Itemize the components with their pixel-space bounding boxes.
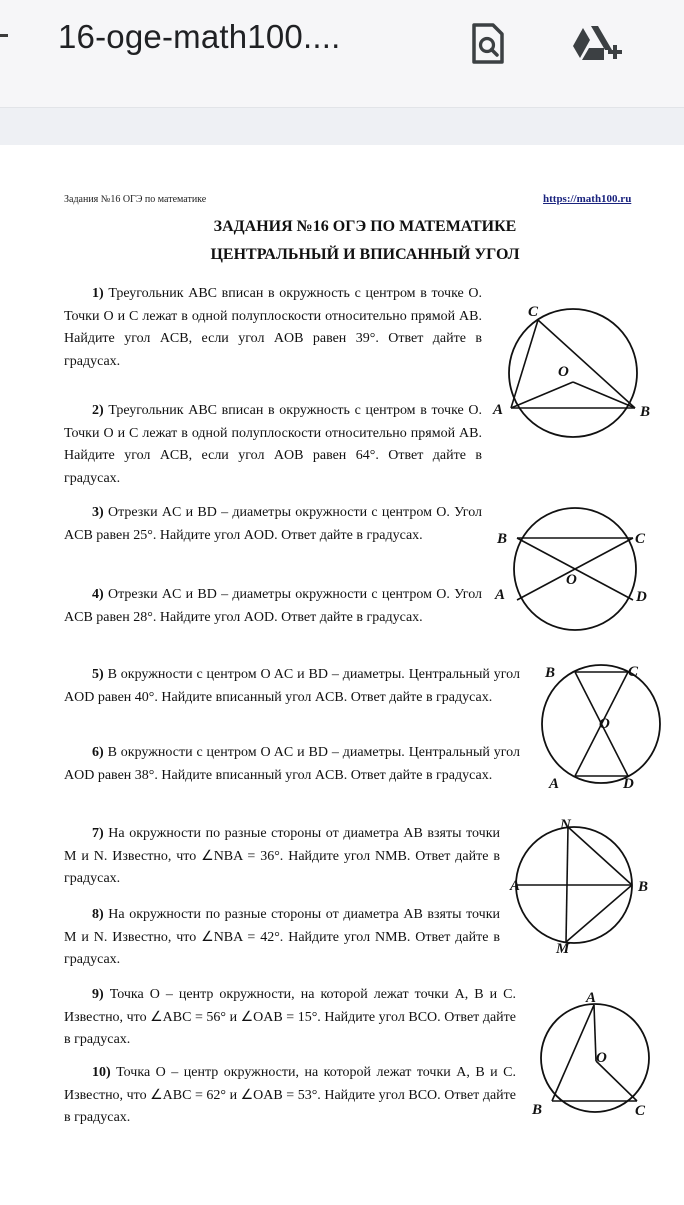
- search-document-icon[interactable]: [468, 22, 508, 71]
- back-arrow-icon[interactable]: [0, 34, 8, 37]
- point-label-m: M: [556, 941, 570, 957]
- task-text: Точка O – центр окружности, на которой лежат точки A, B и C. Известно, что ∠ABC = 56° и ∠OAB = 15°. Найдите угол BCO. Ответ дайте в градусах.: [64, 987, 516, 1047]
- task-3: 3) Отрезки AC и BD – диаметры окружности с центром O. Угол ACB равен 25°. Найдите угол AOD. Ответ дайте в градусах.: [64, 505, 482, 543]
- task-10: 10) Точка O – центр окружности, на которой лежат точки A, B и C. Известно, что ∠ABC = 62° и ∠OAB = 53°. Найдите угол BCO. Ответ дайте в градусах.: [64, 1065, 517, 1125]
- viewer-gap: [0, 107, 684, 146]
- task-1: 1) Треугольник ABC вписан в окружность с центром в точке O. Точки O и C лежат в одной полуплоскости относительно прямой AB. Найдите угол ACB, если угол AOB равен 39°. Ответ дайте в градусах.: [64, 286, 482, 369]
- point-label-c: C: [528, 304, 539, 320]
- point-label-n: N: [560, 817, 571, 833]
- drive-add-icon[interactable]: [570, 22, 626, 71]
- task-2: 2) Треугольник ABC вписан в окружность с центром в точке O. Точки O и C лежат в одной полуплоскости относительно прямой AB. Найдите угол ACB, если угол AOB равен 64°. Ответ дайте в градусах.: [64, 403, 482, 486]
- point-label-b: B: [545, 665, 556, 681]
- figure-inscribed-triangle: [490, 300, 660, 440]
- point-label-b: B: [640, 404, 651, 420]
- app-toolbar: [0, 0, 684, 107]
- task-4: 4) Отрезки AC и BD – диаметры окружности с центром O. Угол ACB равен 28°. Найдите угол AOD. Ответ дайте в градусах.: [64, 587, 482, 625]
- point-label-d: D: [623, 776, 634, 792]
- task-text: Треугольник ABC вписан в окружность с центром в точке O. Точки O и C лежат в одной полуплоскости относительно прямой AB. Найдите угол ACB, если угол AOB равен 39°. Ответ дайте в градусах.: [64, 286, 482, 369]
- point-label-o: O: [596, 1050, 607, 1066]
- task-9: 9) Точка O – центр окружности, на которой лежат точки A, B и C. Известно, что ∠ABC = 56° и ∠OAB = 15°. Найдите угол BCO. Ответ дайте в градусах.: [64, 987, 516, 1047]
- task-8: 8) На окружности по разные стороны от диаметра AB взяты точки M и N. Известно, что ∠NBA = 42°. Найдите угол NMB. Ответ дайте в градусах.: [64, 907, 500, 967]
- task-6: 6) В окружности с центром O AC и BD – диаметры. Центральный угол AOD равен 38°. Найдите вписанный угол ACB. Ответ дайте в градусах.: [64, 745, 520, 783]
- point-label-o: O: [566, 572, 577, 588]
- figure-crossing-diameters: [535, 660, 655, 795]
- task-text: Треугольник ABC вписан в окружность с центром в точке O. Точки O и C лежат в одной полуплоскости относительно прямой AB. Найдите угол ACB, если угол AOB равен 64°. Ответ дайте в градусах.: [64, 403, 482, 486]
- point-label-a: A: [495, 587, 506, 603]
- figure-diameter-mn: [510, 815, 660, 960]
- document-title: 16-oge-math100....: [58, 18, 341, 55]
- point-label-b: B: [638, 879, 649, 895]
- figure-two-diameters: [492, 495, 662, 615]
- task-text: Отрезки AC и BD – диаметры окружности с центром O. Угол ACB равен 28°. Найдите угол AOD. Ответ дайте в градусах.: [64, 587, 482, 625]
- task-text: Точка O – центр окружности, на которой лежат точки A, B и C. Известно, что ∠ABC = 62° и ∠OAB = 53°. Найдите угол BCO. Ответ дайте в градусах.: [64, 1065, 517, 1125]
- task-5: 5) В окружности с центром O AC и BD – диаметры. Центральный угол AOD равен 40°. Найдите вписанный угол ACB. Ответ дайте в градусах.: [64, 667, 520, 705]
- point-label-a: A: [549, 776, 560, 792]
- task-text: В окружности с центром O AC и BD – диаметры. Центральный угол AOD равен 40°. Найдите вписанный угол ACB. Ответ дайте в градусах.: [64, 667, 520, 705]
- point-label-o: O: [558, 364, 569, 380]
- figure-triangle-center: [530, 988, 660, 1123]
- point-label-c: C: [635, 1103, 646, 1119]
- point-label-d: D: [636, 589, 647, 605]
- point-label-a: A: [510, 878, 521, 894]
- point-label-c: C: [635, 531, 646, 547]
- point-label-a: A: [586, 990, 597, 1006]
- task-text: На окружности по разные стороны от диаметра AB взяты точки M и N. Известно, что ∠NBA = 42°. Найдите угол NMB. Ответ дайте в градусах.: [64, 907, 500, 967]
- point-label-o: O: [599, 716, 610, 732]
- point-label-a: A: [493, 402, 504, 418]
- task-text: В окружности с центром O AC и BD – диаметры. Центральный угол AOD равен 38°. Найдите вписанный угол ACB. Ответ дайте в градусах.: [64, 745, 520, 783]
- header-link[interactable]: https://math100.ru: [543, 193, 632, 205]
- task-7: 7) На окружности по разные стороны от диаметра AB взяты точки M и N. Известно, что ∠NBA = 36°. Найдите угол NMB. Ответ дайте в градусах.: [64, 826, 500, 886]
- task-text: Отрезки AC и BD – диаметры окружности с центром O. Угол ACB равен 25°. Найдите угол AOD. Ответ дайте в градусах.: [64, 505, 482, 543]
- document-heading-1: ЗАДАНИЯ №16 ОГЭ ПО МАТЕМАТИКЕ: [213, 218, 517, 235]
- point-label-b: B: [532, 1102, 543, 1118]
- point-label-c: C: [628, 664, 639, 680]
- page-header-text: Задания №16 ОГЭ по математике: [64, 194, 207, 205]
- document-heading-2: ЦЕНТРАЛЬНЫЙ И ВПИСАННЫЙ УГОЛ: [210, 246, 520, 263]
- point-label-b: B: [497, 531, 508, 547]
- task-text: На окружности по разные стороны от диаметра AB взяты точки M и N. Известно, что ∠NBA = 36°. Найдите угол NMB. Ответ дайте в градусах.: [64, 826, 500, 886]
